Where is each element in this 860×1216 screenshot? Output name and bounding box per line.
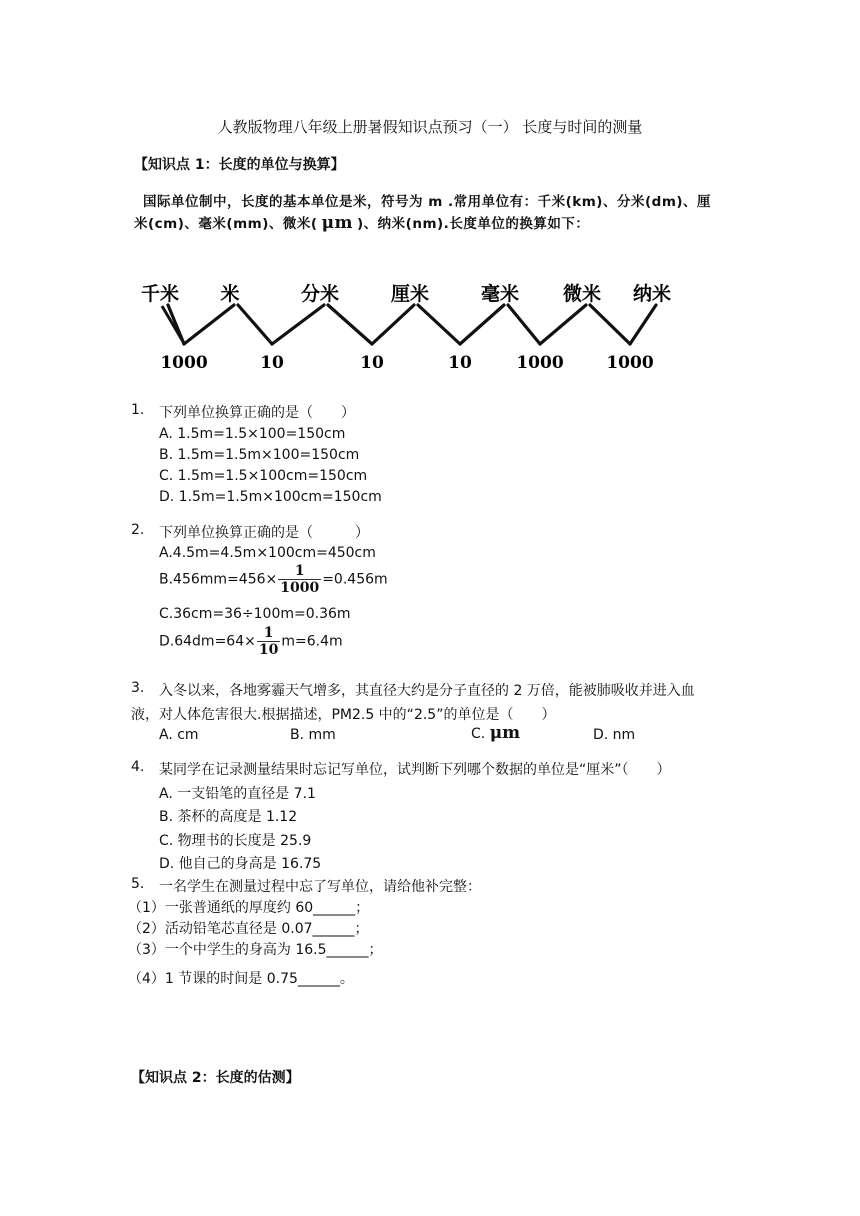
micrometer-symbol: μm	[321, 213, 353, 233]
q5-item-1: （1）一张普通纸的厚度约 60______；	[128, 900, 370, 916]
intro-line-2-text-b: )、纳米(nm).长度单位的换算如下：	[357, 216, 590, 232]
diagram-factor-label: 10	[260, 353, 284, 373]
diagram-stroke	[184, 305, 234, 344]
q4-number: 4.	[131, 759, 145, 775]
page-title: 人教版物理八年级上册暑假知识点预习（一） 长度与时间的测量	[217, 118, 643, 136]
diagram-unit-label: 米	[220, 283, 240, 305]
diagram-factor-label: 10	[448, 353, 472, 373]
diagram-stroke	[418, 305, 460, 344]
q1-option-a: A. 1.5m=1.5×100=150cm	[159, 426, 346, 442]
fraction-1-over-10	[257, 625, 280, 658]
diagram-stroke	[168, 305, 184, 344]
diagram-unit-label: 毫米	[480, 283, 520, 305]
q3-option-a: A. cm	[159, 727, 199, 743]
q5-item-2: （2）活动铅笔芯直径是 0.07______；	[128, 921, 369, 937]
section-heading-2: 【知识点 2：长度的估测】	[131, 1070, 300, 1086]
diagram-stroke	[238, 305, 272, 344]
q2-option-d-pre: D.64dm=64×	[159, 633, 256, 650]
q4-option-a: A. 一支铅笔的直径是 7.1	[159, 786, 316, 802]
intro-line-2	[134, 212, 589, 233]
diagram-stroke	[508, 305, 540, 344]
diagram-stroke	[590, 305, 630, 344]
q2-option-b-pre: B.456mm=456×	[159, 571, 278, 588]
diagram-unit-label: 千米	[140, 283, 180, 305]
intro-line-1: 国际单位制中，长度的基本单位是米，符号为 m .常用单位有：千米(km)、分米(dm)、厘	[143, 194, 712, 210]
diagram-stroke	[630, 305, 656, 344]
diagram-factor-label: 10	[360, 353, 384, 373]
q5-stem: 一名学生在测量过程中忘了写单位，请给他补完整：	[159, 879, 481, 895]
q3-option-c-pre: C.	[471, 726, 490, 742]
fraction-numerator: 1	[294, 563, 305, 579]
q4-stem: 某同学在记录测量结果时忘记写单位，试判断下列哪个数据的单位是“厘米”（ ）	[159, 762, 671, 778]
micrometer-symbol: μm	[489, 723, 521, 743]
diagram-factor-label: 1000	[606, 353, 654, 373]
section-heading-1: 【知识点 1：长度的单位与换算】	[134, 157, 345, 173]
diagram-stroke	[372, 305, 414, 344]
q3-line-2: 液，对人体危害很大.根据描述，PM2.5 中的“2.5”的单位是（ ）	[131, 707, 556, 723]
q2-option-c: C.36cm=36÷100m=0.36m	[159, 606, 351, 622]
q2-option-b-post: =0.456m	[322, 571, 388, 588]
diagram-stroke	[540, 305, 586, 344]
fraction-denominator: 1000	[280, 580, 320, 596]
q5-number: 5.	[131, 876, 145, 892]
q5-item-3: （3）一个中学生的身高为 16.5______；	[128, 942, 383, 958]
unit-conversion-diagram	[120, 272, 700, 382]
diagram-unit-label: 分米	[300, 283, 340, 305]
q4-option-b: B. 茶杯的高度是 1.12	[159, 809, 298, 825]
q2-number: 2.	[131, 522, 145, 538]
intro-line-2-text-a: 米(cm)、毫米(mm)、微米(	[134, 216, 318, 232]
fraction-1-over-1000	[278, 563, 321, 596]
q3-option-d: D. nm	[593, 727, 636, 743]
diagram-stroke	[460, 305, 504, 344]
q3-line-1: 入冬以来，各地雾霾天气增多，其直径大约是分子直径的 2 万倍，能被肺吸收并进入血	[159, 683, 695, 699]
q3-number: 3.	[131, 680, 145, 696]
fraction-numerator: 1	[263, 625, 274, 641]
q3-option-c	[471, 723, 520, 743]
q2-option-b	[159, 563, 388, 596]
diagram-stroke	[272, 305, 324, 344]
diagram-unit-label: 厘米	[390, 283, 430, 305]
q1-stem: 下列单位换算正确的是（ ）	[159, 405, 355, 421]
q4-option-c: C. 物理书的长度是 25.9	[159, 833, 312, 849]
q4-option-d: D. 他自己的身高是 16.75	[159, 856, 322, 872]
q2-option-d	[159, 625, 343, 658]
q1-option-b: B. 1.5m=1.5m×100=150cm	[159, 447, 360, 463]
q1-number: 1.	[131, 402, 145, 418]
diagram-factor-label: 1000	[516, 353, 564, 373]
q3-option-b: B. mm	[290, 727, 336, 743]
q2-stem: 下列单位换算正确的是（ ）	[159, 525, 369, 541]
q5-item-4: （4）1 节课的时间是 0.75______。	[128, 971, 354, 987]
diagram-factor-label: 1000	[160, 353, 208, 373]
q1-option-c: C. 1.5m=1.5×100cm=150cm	[159, 468, 368, 484]
q2-option-a: A.4.5m=4.5m×100cm=450cm	[159, 545, 376, 561]
diagram-unit-label: 微米	[562, 283, 602, 305]
q2-option-d-post: m=6.4m	[281, 633, 343, 650]
diagram-unit-label: 纳米	[632, 283, 672, 305]
diagram-stroke	[328, 305, 372, 344]
fraction-denominator: 10	[258, 642, 279, 658]
q1-option-d: D. 1.5m=1.5m×100cm=150cm	[159, 489, 382, 505]
